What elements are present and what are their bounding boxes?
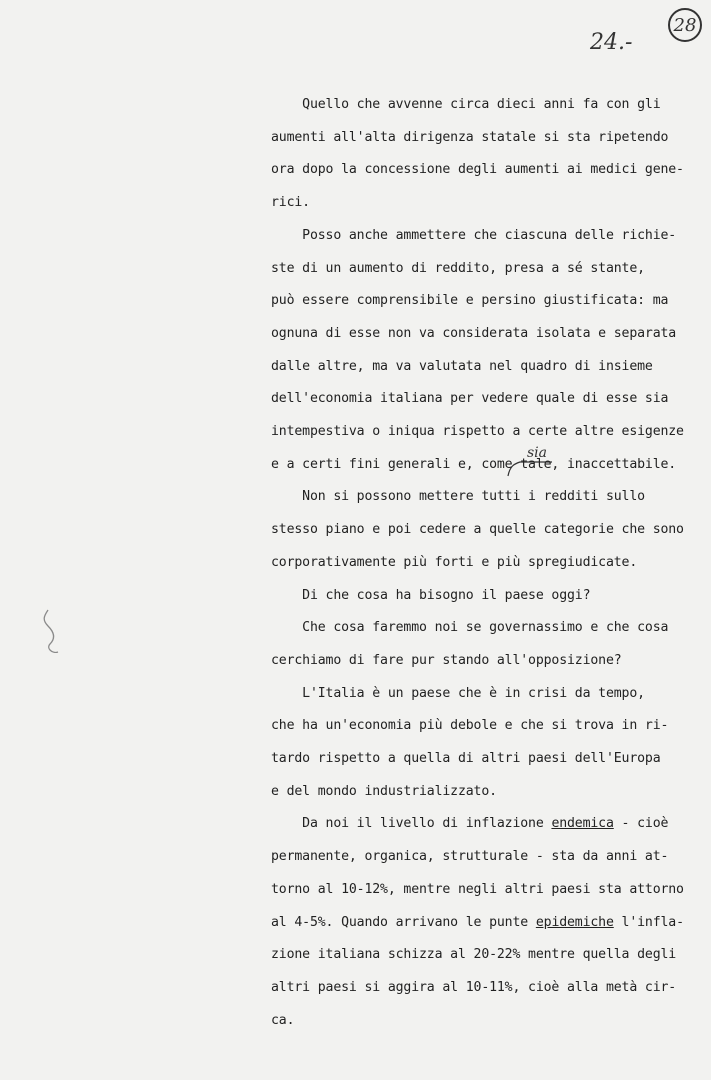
text-line-content: rici.: [271, 195, 310, 211]
handwritten-insert: sia: [527, 445, 548, 461]
circled-page-number: [668, 8, 702, 42]
text-line-content: permanente, organica, strutturale - sta da anni at-: [271, 849, 669, 865]
text-line: [271, 751, 660, 766]
text-line: [271, 1013, 294, 1028]
text-line-content: Di che cosa ha bisogno il paese oggi?: [271, 587, 591, 603]
text-line-content: al 4-5%. Quando arrivano le punte: [271, 914, 536, 930]
text-line: [271, 326, 676, 341]
text-line: [271, 915, 684, 930]
text-line: [271, 162, 684, 177]
text-line: [271, 391, 668, 406]
text-line: [271, 130, 668, 145]
text-line-content: dalle altre, ma va valutata nel quadro di insieme: [271, 358, 653, 374]
text-line: [271, 261, 645, 276]
text-line-content: ca.: [271, 1012, 295, 1028]
text-line-content: che ha un'economia più debole e che si trova in ri-: [271, 718, 669, 734]
text-line: [271, 97, 660, 112]
text-line-content: altri paesi si aggira al 10-11%, cioè alla metà cir-: [271, 979, 677, 995]
text-line: [271, 686, 645, 701]
text-line: [271, 489, 645, 504]
text-line: [271, 293, 668, 308]
text-line: [271, 522, 684, 537]
text-line-content: dell'economia italiana per vedere quale di esse sia: [271, 391, 669, 407]
text-line-content: L'Italia è un paese che è in crisi da tempo,: [271, 685, 645, 701]
text-line: [271, 980, 676, 995]
page-number: 24.-: [590, 30, 633, 55]
underlined-term: endemica: [551, 816, 614, 832]
text-line-content: ognuna di esse non va considerata isolata e separata: [271, 325, 677, 341]
text-line: [271, 816, 668, 831]
text-line-continuation: - cioè: [613, 816, 669, 832]
text-line-content: zione italiana schizza al 20-22% mentre quella degli: [271, 947, 677, 963]
text-line: [271, 195, 310, 210]
text-line-content: e a certi fini generali e, come tale, inaccettabile.: [271, 456, 677, 472]
text-line: [271, 882, 684, 897]
text-line-content: corporativamente più forti e più spregiudicate.: [271, 554, 638, 570]
text-line-content: aumenti all'alta dirigenza statale si sta ripetendo: [271, 129, 669, 145]
text-line-content: Che cosa faremmo noi se governassimo e che cosa: [271, 620, 669, 636]
text-line: [271, 947, 676, 962]
text-line-content: Quello che avvenne circa dieci anni fa con gli: [271, 97, 661, 112]
text-line-content: Da noi il livello di inflazione: [271, 816, 552, 832]
text-line-content: ste di un aumento di reddito, presa a sé stante,: [271, 260, 645, 276]
circled-page-number-text: 28: [673, 14, 697, 36]
text-line-content: tardo rispetto a quella di altri paesi dell'Europa: [271, 751, 661, 766]
text-line: [271, 555, 637, 570]
text-line: [271, 620, 668, 635]
text-line: [271, 718, 668, 733]
text-line: [271, 849, 668, 864]
text-line: [271, 784, 497, 799]
text-line-content: Non si possono mettere tutti i redditi sullo: [271, 489, 645, 505]
text-line-content: ora dopo la concessione degli aumenti ai medici gene-: [271, 162, 684, 178]
text-line: [271, 588, 590, 603]
text-line: [271, 653, 622, 668]
text-line-content: e del mondo industrializzato.: [271, 783, 497, 799]
text-line: [271, 457, 676, 472]
text-line-content: torno al 10-12%, mentre negli altri paesi sta attorno: [271, 881, 684, 897]
text-line-content: può essere comprensibile e persino giustificata: ma: [271, 293, 669, 309]
text-line-content: Posso anche ammettere che ciascuna delle richie-: [271, 227, 677, 243]
text-line-content: cerchiamo di fare pur stando all'opposizione?: [271, 652, 622, 668]
text-line-content: intempestiva o iniqua rispetto a certe altre esigenze: [271, 424, 684, 439]
text-line: [271, 424, 684, 439]
text-line-content: stesso piano e poi cedere a quelle categorie che sono: [271, 522, 684, 538]
margin-pen-mark: [36, 608, 66, 658]
text-line-continuation: l'infla-: [613, 914, 684, 930]
text-line: [271, 228, 676, 243]
text-line: [271, 359, 653, 374]
underlined-term: epidemiche: [535, 914, 614, 930]
